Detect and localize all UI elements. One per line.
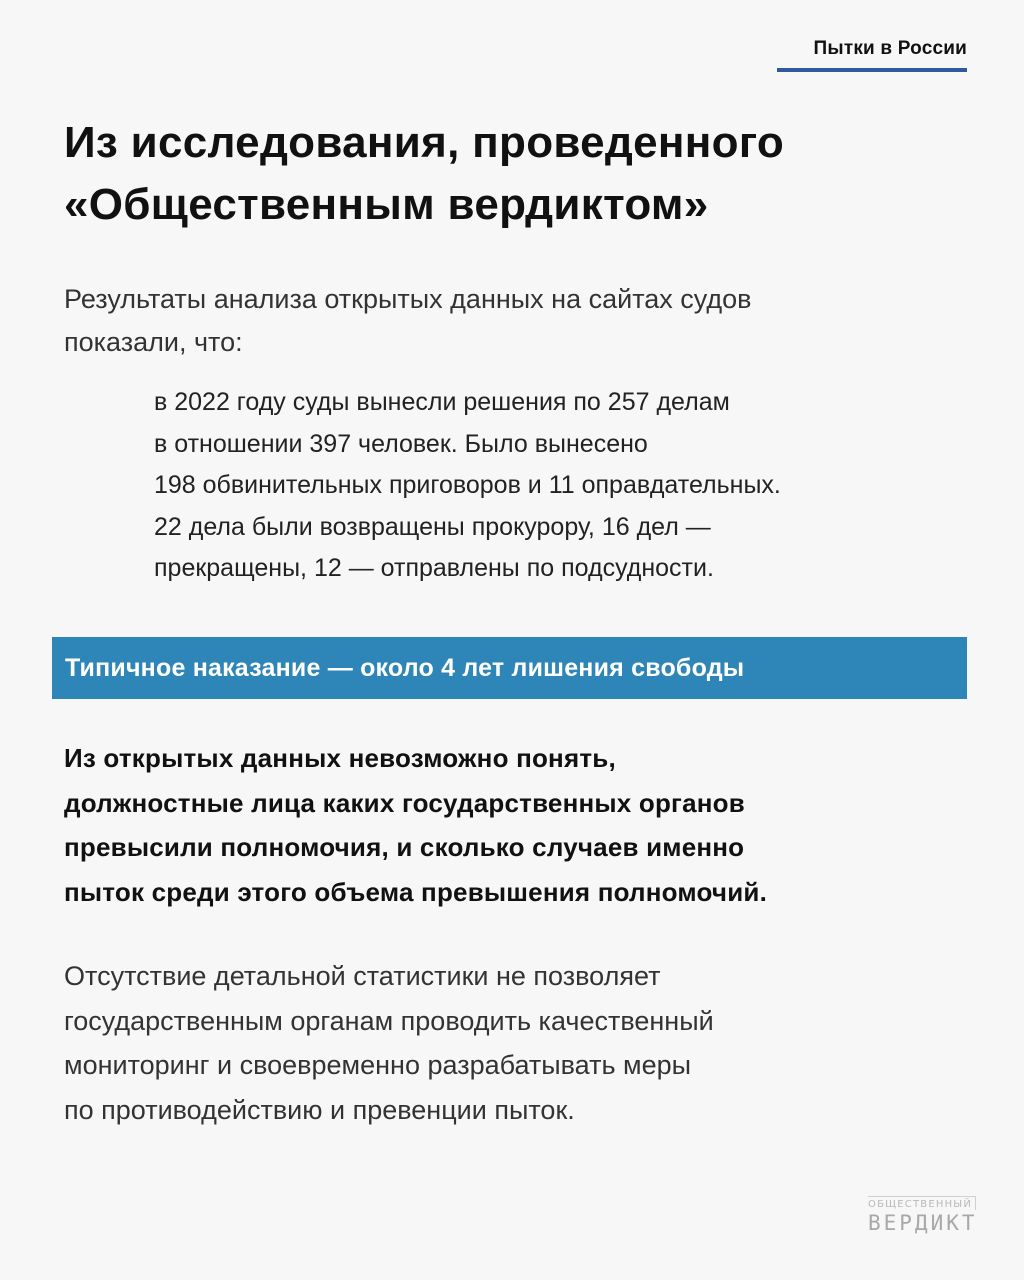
organization-logo bbox=[868, 1196, 976, 1246]
logo-bottom-text: ВЕРДИКТ bbox=[868, 1211, 978, 1235]
page-title bbox=[64, 112, 964, 236]
conclusion-paragraph bbox=[64, 954, 964, 1132]
findings-line: в отношении 397 человек. Было вынесено bbox=[154, 429, 648, 458]
intro-paragraph bbox=[64, 278, 964, 364]
conclusion-line: государственным органам проводить качественный bbox=[64, 1005, 714, 1036]
section-tag: Пытки в России bbox=[777, 38, 967, 72]
conclusion-line: Отсутствие детальной статистики не позволяет bbox=[64, 961, 661, 991]
highlight-banner: Типичное наказание — около 4 лет лишения свободы bbox=[52, 637, 967, 699]
findings-line: 22 дела были возвращены прокурору, 16 дел — bbox=[154, 512, 711, 541]
conclusion-line: по противодействию и превенции пыток. bbox=[64, 1094, 575, 1125]
bold-note-line: Из открытых данных невозможно понять, bbox=[64, 743, 616, 773]
bold-note-line: должностные лица каких государственных органов bbox=[64, 787, 745, 818]
findings-line: прекращены, 12 — отправлены по подсудности. bbox=[154, 554, 714, 582]
bold-note-line: превысили полномочия, и сколько случаев именно bbox=[64, 832, 745, 862]
page-title-line-2: «Общественным вердиктом» bbox=[64, 180, 709, 229]
findings-line: 198 обвинительных приговоров и 11 оправдательных. bbox=[154, 471, 781, 499]
findings-block bbox=[154, 382, 974, 590]
intro-line-2: показали, что: bbox=[64, 327, 243, 357]
logo-top-text: ОБЩЕСТВЕННЫЙ bbox=[868, 1196, 976, 1210]
findings-line: в 2022 году суды вынесли решения по 257 делам bbox=[154, 388, 730, 416]
bold-note-line: пыток среди этого объема превышения полномочий. bbox=[64, 876, 768, 907]
conclusion-line: мониторинг и своевременно разрабатывать меры bbox=[64, 1050, 692, 1080]
bold-note bbox=[64, 736, 964, 914]
intro-line-1: Результаты анализа открытых данных на сайтах судов bbox=[64, 284, 752, 314]
page-title-line-1: Из исследования, проведенного bbox=[64, 118, 785, 167]
